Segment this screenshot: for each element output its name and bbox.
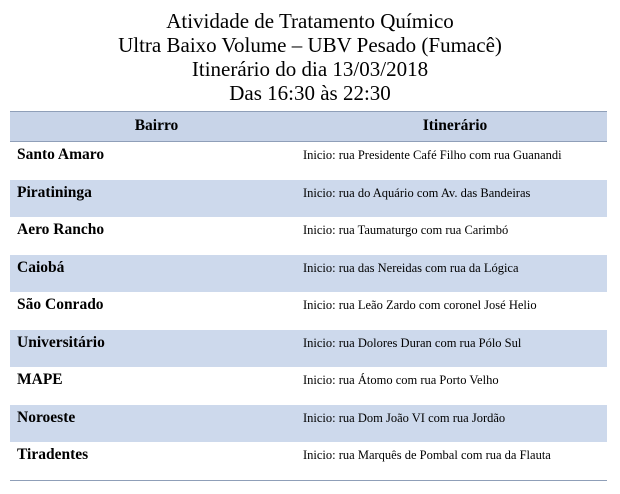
table-row [10,292,607,330]
itinerary-table [10,111,607,481]
table-row [10,367,607,405]
table-row [10,217,607,255]
itinerario-cell: Inicio: rua do Aquário com Av. das Bandeiras [303,185,531,200]
bairro-cell: São Conrado [17,296,104,313]
bairro-cell: Noroeste [17,408,76,426]
title-line-activity: Atividade de Tratamento Químico [166,9,454,33]
document-title [0,9,620,105]
table-row [10,330,607,368]
itinerario-cell: Inicio: rua Leão Zardo com coronel José Helio [303,298,537,312]
bairro-cell: Aero Rancho [17,221,105,238]
itinerario-cell: Inicio: rua das Nereidas com rua da Lógica [303,260,519,275]
title-line-method: Ultra Baixo Volume – UBV Pesado (Fumacê) [118,33,502,57]
table-row [10,142,607,180]
title-line-time: Das 16:30 às 22:30 [229,81,391,105]
header-itinerario: Itinerário [422,117,488,134]
bairro-cell: Tiradentes [17,446,89,463]
table-row [10,180,607,218]
itinerario-cell: Inicio: rua Taumaturgo com rua Carimbó [303,223,509,237]
bairro-cell: Caiobá [17,258,65,276]
bairro-cell: MAPE [17,371,63,388]
bairro-cell: Santo Amaro [17,146,105,163]
header-bairro: Bairro [134,117,179,134]
itinerario-cell: Inicio: rua Dom João VI com rua Jordão [303,410,506,425]
itinerario-cell: Inicio: rua Marquês de Pombal com rua da Flauta [303,448,551,462]
itinerario-cell: Inicio: rua Átomo com rua Porto Velho [303,373,499,387]
itinerario-cell: Inicio: rua Presidente Café Filho com rua Guanandi [303,148,562,162]
table-row [10,405,607,443]
table-row [10,255,607,293]
table-row [10,442,607,480]
bairro-cell: Universitário [17,333,105,351]
title-line-date: Itinerário do dia 13/03/2018 [191,57,429,81]
bairro-cell: Piratininga [17,183,92,201]
table-header-row [10,111,607,142]
itinerario-cell: Inicio: rua Dolores Duran com rua Pólo Sul [303,335,522,350]
